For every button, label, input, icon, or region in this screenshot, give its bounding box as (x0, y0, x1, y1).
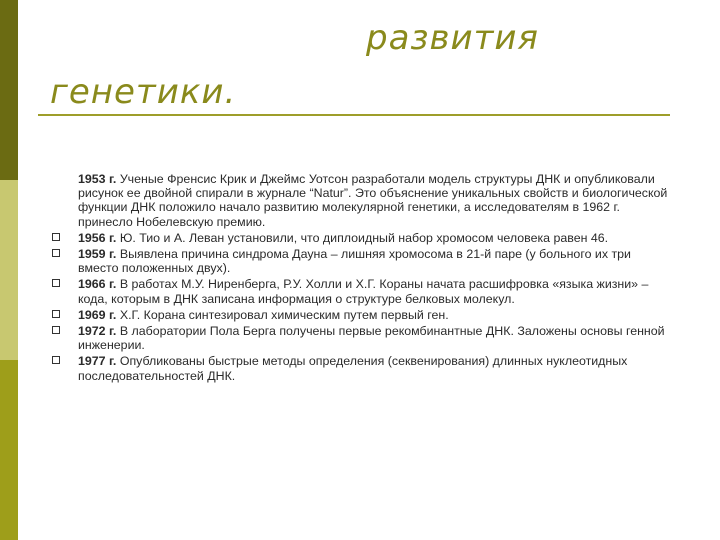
side-stripe-top (0, 0, 18, 180)
square-bullet-icon (52, 249, 60, 257)
item-text: Выявлена причина синдрома Дауна – лишняя хромосома в 21-й паре (у больного их три вместо положенных двух). (78, 247, 631, 276)
item-year: 1977 г. (78, 354, 120, 369)
item-text: Ю. Тио и А. Леван установили, что диплоидный набор хромосом человека равен 46. (119, 230, 609, 245)
slide-title-line-1: развития (366, 18, 539, 58)
item-text: В работах М.У. Ниренберга, Р.У. Холли и Х.Г. Кораны начата расшифровка «языка жизни» – кода, которым в ДНК записана информация о структуре белковых молекул. (78, 277, 649, 306)
item-text: Ученые Френсис Крик и Джеймс Уотсон разработали модель структуры ДНК и опубликовали рисунок ее двойной спирали в журнале “Natur”. Это объяснение уникальных свойств и биологической функции ДНК положило начало развитию молекулярной генетики, а исследователям в 1962 г. принесло Нобелевскую премию. (78, 172, 668, 229)
slide-title-line-2: генетики. (50, 72, 237, 112)
timeline-item-1972 (50, 324, 670, 352)
square-bullet-icon (52, 310, 60, 318)
side-stripe-middle (0, 180, 18, 360)
square-bullet-icon (52, 279, 60, 287)
item-year: 1966 г. (78, 277, 120, 292)
title-underline (38, 114, 670, 116)
item-text: Х.Г. Корана синтезировал химическим путем первый ген. (119, 307, 449, 322)
item-year: 1959 г. (78, 247, 120, 262)
timeline-item-1977 (50, 354, 670, 382)
item-text: Опубликованы быстрые методы определения (секвенирования) длинных нуклеотидных последовательностей ДНК. (78, 354, 628, 383)
item-year: 1956 г. (78, 230, 120, 245)
timeline-item-1969 (50, 308, 670, 322)
side-stripe-bottom (0, 360, 18, 540)
timeline-item-1956 (50, 231, 670, 245)
timeline-item-1953 (50, 172, 670, 229)
item-year: 1972 г. (78, 324, 120, 339)
timeline-item-1966 (50, 277, 670, 305)
item-text: В лаборатории Пола Берга получены первые рекомбинантные ДНК. Заложены основы генной инженерии. (78, 324, 665, 353)
square-bullet-icon (52, 326, 60, 334)
square-bullet-icon (52, 233, 60, 241)
item-year: 1969 г. (78, 307, 120, 322)
timeline-list (50, 172, 670, 385)
timeline-item-1959 (50, 247, 670, 275)
square-bullet-icon (52, 356, 60, 364)
item-year: 1953 г. (78, 172, 120, 186)
